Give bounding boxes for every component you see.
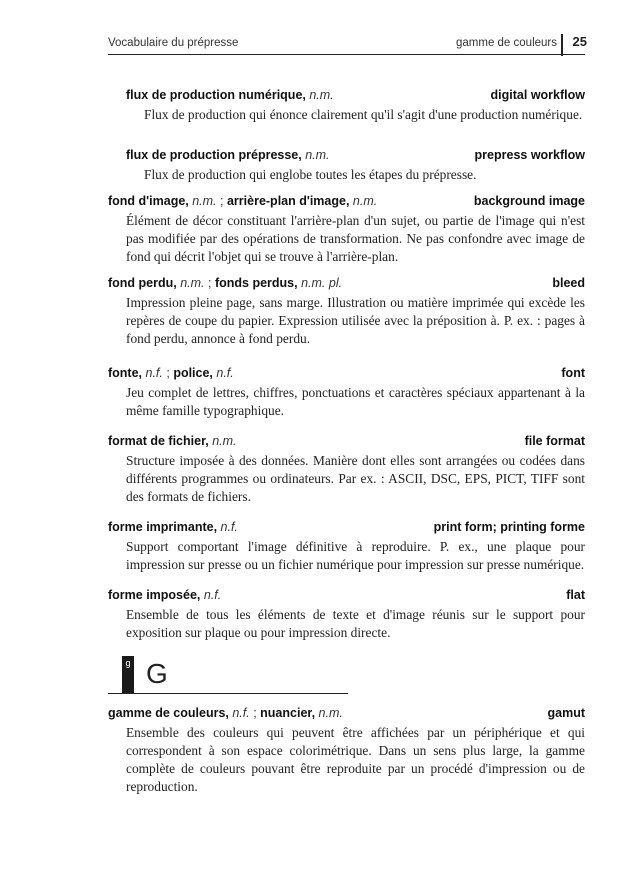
entry-term: arrière-plan d'image,: [226, 194, 350, 208]
header-divider: [561, 34, 563, 56]
grammar-label: n.m.: [208, 434, 237, 448]
entry-definition: Élément de décor constituant l'arrière-plan d'un sujet, ou partie de l'image qui n'est pas modifiée par des opérations de transformation. Ne pas confondre avec image de fond qui décrit l'objet qui se trouve à l'arrière-plan.: [126, 213, 585, 264]
entry-terms: [108, 366, 234, 380]
grammar-label: n.m.: [315, 706, 343, 720]
page-number: 25: [572, 34, 587, 49]
glossary-entry: [108, 588, 585, 642]
entry-heading: [126, 148, 585, 166]
entry-term: forme imposée,: [108, 588, 201, 602]
entry-terms: [108, 588, 221, 602]
entry-definition: Ensemble des couleurs qui peuvent être affichées par un périphérique et qui correspondent à son espace colorimétrique. Dans un sens plus large, la gamme complète de couleurs pouvant être reproduite par un procédé d'impression ou de reproduction.: [126, 725, 585, 794]
entry-term: police,: [173, 366, 213, 380]
section-rule: [108, 693, 348, 694]
grammar-label: n.m.: [305, 88, 334, 102]
entry-terms: [108, 276, 342, 290]
glossary-entry: [126, 148, 585, 184]
entry-english: file format: [524, 434, 585, 448]
entry-heading: [108, 194, 585, 212]
entry-definition: Flux de production qui englobe toutes les étapes du prépresse.: [144, 167, 477, 182]
entry-term: format de fichier,: [108, 434, 209, 448]
entry-heading: [108, 366, 585, 384]
running-header: [108, 34, 585, 55]
separator: ;: [208, 276, 215, 290]
glossary-entry: [108, 276, 585, 348]
grammar-label: n.m.: [188, 194, 221, 208]
separator: ;: [166, 366, 174, 380]
entry-terms: [126, 148, 330, 162]
entry-english: background image: [473, 194, 585, 208]
grammar-label: n.m. pl.: [297, 276, 343, 290]
section-letter: G: [146, 658, 168, 689]
entry-heading: [108, 588, 585, 606]
grammar-label: n.f.: [212, 366, 234, 380]
grammar-label: n.f.: [200, 588, 222, 602]
entry-english: bleed: [552, 276, 585, 290]
entry-english: prepress workflow: [474, 148, 585, 162]
grammar-label: n.m.: [176, 276, 209, 290]
grammar-label: n.f.: [217, 520, 238, 534]
entry-english: font: [561, 366, 585, 380]
glossary-entry: [108, 520, 585, 574]
entry-terms: [126, 88, 334, 102]
entry-english: gamut: [547, 706, 585, 720]
entry-term: flux de production prépresse,: [126, 148, 302, 162]
entry-heading: [108, 276, 585, 294]
entry-english: digital workflow: [490, 88, 585, 102]
entry-heading: [108, 706, 585, 724]
entry-definition: Flux de production qui énonce clairement qu'il s'agit d'une production numérique.: [144, 107, 583, 122]
glossary-entry: [108, 194, 585, 266]
entry-term: fonte,: [108, 366, 143, 380]
separator: ;: [253, 706, 261, 720]
entry-definition: Ensemble de tous les éléments de texte et d'image réunis sur le support pour exposition sur plaque ou pour impression directe.: [126, 607, 585, 640]
entry-terms: [108, 520, 238, 534]
entry-term: flux de production numérique,: [126, 88, 306, 102]
entry-heading: [108, 520, 585, 538]
entry-heading: [126, 88, 585, 106]
entry-term: nuancier,: [260, 706, 316, 720]
entry-term: fond perdu,: [108, 276, 177, 290]
section-tab: g: [122, 656, 134, 694]
entry-term: forme imprimante,: [108, 520, 218, 534]
entry-terms: [108, 434, 237, 448]
header-section: gamme de couleurs: [456, 37, 557, 49]
entry-definition: Jeu complet de lettres, chiffres, ponctuations et caractères spéciaux appartenant à la même famille typographique.: [126, 385, 585, 418]
entry-definition: Support comportant l'image définitive à reproduire. P. ex., une plaque pour impression sur presse ou un fichier numérique pour impression sur presse numérique.: [126, 539, 585, 572]
entry-terms: [108, 706, 343, 720]
grammar-label: n.m.: [301, 148, 330, 162]
grammar-label: n.m.: [349, 194, 378, 208]
entry-term: gamme de couleurs,: [108, 706, 229, 720]
section-letter-g: [108, 656, 348, 694]
entry-term: fond d'image,: [108, 194, 189, 208]
grammar-label: n.f.: [142, 366, 167, 380]
entry-term: fonds perdus,: [214, 276, 298, 290]
entry-english: print form; printing forme: [433, 520, 585, 534]
glossary-entry: [108, 434, 585, 506]
entry-definition: Impression pleine page, sans marge. Illustration ou matière imprimée qui excède les repères de coupe du papier. Expression utilisée avec la préposition à. P. ex. : pages à fond perdu, annonce à fond perdu.: [126, 295, 585, 346]
header-title: Vocabulaire du prépresse: [108, 37, 239, 49]
entry-heading: [108, 434, 585, 452]
entry-definition: Structure imposée à des données. Manière dont elles sont arrangées ou codées dans différents programmes ou ordinateurs. Par ex. : ASCII, DSC, EPS, PICT, TIFF sont des formats de fichiers.: [126, 453, 585, 504]
separator: ;: [220, 194, 227, 208]
entry-english: flat: [566, 588, 585, 602]
glossary-entry: [108, 706, 585, 796]
grammar-label: n.f.: [228, 706, 254, 720]
entry-terms: [108, 194, 377, 208]
glossary-entry: [108, 366, 585, 420]
glossary-entry: [126, 88, 585, 124]
